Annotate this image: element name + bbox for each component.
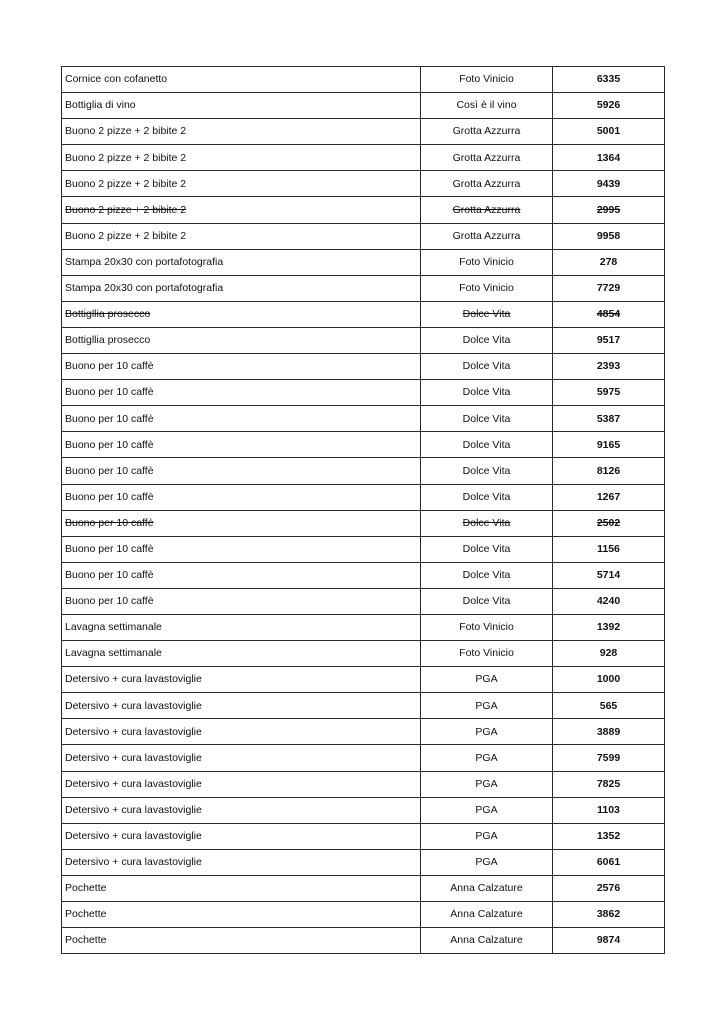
prize-item-cell — [62, 902, 421, 928]
prize-item-text: Detersivo + cura lavastoviglie — [65, 673, 202, 686]
table-row — [62, 823, 665, 849]
ticket-number-cell — [553, 171, 665, 197]
prize-item-cell — [62, 928, 421, 954]
ticket-number-text: 9439 — [596, 177, 621, 190]
prize-item-text: Lavagna settimanale — [65, 647, 162, 660]
ticket-number-text: 928 — [599, 647, 618, 660]
sponsor-cell — [421, 275, 553, 301]
sponsor-cell — [421, 823, 553, 849]
prize-item-text: Stampa 20x30 con portafotografia — [65, 282, 224, 295]
ticket-number-text: 1156 — [597, 542, 620, 555]
sponsor-cell — [421, 406, 553, 432]
sponsor-text: PGA — [475, 673, 498, 686]
prize-item-cell — [62, 823, 421, 849]
table-row — [62, 380, 665, 406]
prize-item-cell — [62, 536, 421, 562]
prize-item-cell — [62, 301, 421, 327]
prize-item-cell — [62, 484, 421, 510]
prize-item-text: Bottiglia di vino — [65, 99, 136, 112]
table-row — [62, 327, 665, 353]
sponsor-cell — [421, 380, 553, 406]
sponsor-cell — [421, 67, 553, 93]
prize-item-cell — [62, 667, 421, 693]
sponsor-text: Anna Calzature — [450, 882, 523, 895]
sponsor-text: Dolce Vita — [462, 490, 511, 503]
ticket-number-text: 2995 — [596, 203, 621, 216]
table-row — [62, 614, 665, 640]
sponsor-text: Dolce Vita — [462, 438, 511, 451]
sponsor-cell — [421, 119, 553, 145]
table-row — [62, 902, 665, 928]
ticket-number-cell — [553, 641, 665, 667]
sponsor-cell — [421, 249, 553, 275]
ticket-number-cell — [553, 875, 665, 901]
sponsor-cell — [421, 93, 553, 119]
ticket-number-cell — [553, 145, 665, 171]
ticket-number-text: 2576 — [596, 882, 621, 895]
prize-item-cell — [62, 771, 421, 797]
ticket-number-cell — [553, 249, 665, 275]
table-row — [62, 197, 665, 223]
prize-item-text: Buono per 10 caffè — [65, 569, 154, 582]
sponsor-cell — [421, 145, 553, 171]
ticket-number-text: 5714 — [596, 569, 621, 582]
ticket-number-text: 3862 — [596, 908, 621, 921]
sponsor-text: Dolce Vita — [462, 542, 511, 555]
prize-item-text: Pochette — [65, 934, 107, 947]
ticket-number-text: 9874 — [596, 934, 621, 947]
prize-item-text: Cornice con cofanetto — [65, 73, 168, 86]
table-row — [62, 354, 665, 380]
ticket-number-text: 9517 — [596, 334, 621, 347]
ticket-number-text: 278 — [599, 255, 618, 268]
ticket-number-cell — [553, 588, 665, 614]
prize-item-text: Buono per 10 caffè — [65, 516, 154, 529]
sponsor-cell — [421, 693, 553, 719]
prize-item-cell — [62, 93, 421, 119]
prize-item-text: Detersivo + cura lavastoviglie — [65, 830, 202, 843]
sponsor-cell — [421, 928, 553, 954]
prize-item-text: Detersivo + cura lavastoviglie — [65, 856, 202, 869]
ticket-number-text: 2502 — [596, 516, 621, 529]
ticket-number-cell — [553, 380, 665, 406]
sponsor-text: PGA — [475, 751, 498, 764]
sponsor-text: PGA — [475, 699, 498, 712]
ticket-number-text: 9958 — [596, 229, 621, 242]
sponsor-text: Dolce Vita — [462, 386, 511, 399]
ticket-number-text: 1392 — [596, 621, 621, 634]
prize-item-cell — [62, 562, 421, 588]
prize-item-cell — [62, 693, 421, 719]
prize-item-cell — [62, 614, 421, 640]
sponsor-text: Dolce Vita — [462, 516, 511, 529]
table-row — [62, 510, 665, 536]
ticket-number-cell — [553, 536, 665, 562]
sponsor-text: PGA — [475, 830, 498, 843]
sponsor-cell — [421, 327, 553, 353]
ticket-number-text: 6335 — [596, 73, 621, 86]
prize-item-cell — [62, 380, 421, 406]
table-row — [62, 797, 665, 823]
prize-item-cell — [62, 719, 421, 745]
table-row — [62, 536, 665, 562]
ticket-number-text: 2393 — [596, 360, 621, 373]
sponsor-text: Foto Vinicio — [459, 621, 514, 634]
sponsor-cell — [421, 745, 553, 771]
ticket-number-cell — [553, 771, 665, 797]
ticket-number-cell — [553, 745, 665, 771]
prize-item-cell — [62, 197, 421, 223]
prize-item-text: Bottigllia prosecco — [65, 308, 151, 321]
prize-item-text: Buono 2 pizze + 2 bibite 2 — [65, 151, 187, 164]
ticket-number-text: 1000 — [596, 673, 621, 686]
sponsor-text: Grotta Azzurra — [452, 151, 521, 164]
sponsor-cell — [421, 301, 553, 327]
ticket-number-cell — [553, 849, 665, 875]
table-row — [62, 275, 665, 301]
sponsor-cell — [421, 771, 553, 797]
ticket-number-text: 8126 — [596, 464, 621, 477]
prize-item-cell — [62, 641, 421, 667]
prize-item-cell — [62, 458, 421, 484]
sponsor-text: Anna Calzature — [450, 934, 523, 947]
ticket-number-cell — [553, 928, 665, 954]
prize-item-cell — [62, 432, 421, 458]
sponsor-text: Grotta Azzurra — [452, 203, 521, 216]
sponsor-cell — [421, 562, 553, 588]
table-row — [62, 432, 665, 458]
ticket-number-cell — [553, 93, 665, 119]
sponsor-cell — [421, 641, 553, 667]
prize-item-text: Buono 2 pizze + 2 bibite 2 — [65, 177, 187, 190]
prize-item-text: Bottigllia prosecco — [65, 334, 151, 347]
prize-item-text: Stampa 20x30 con portafotografia — [65, 255, 224, 268]
ticket-number-text: 565 — [599, 699, 618, 712]
sponsor-cell — [421, 875, 553, 901]
sponsor-cell — [421, 354, 553, 380]
table-row — [62, 223, 665, 249]
prize-item-cell — [62, 745, 421, 771]
table-row — [62, 458, 665, 484]
ticket-number-cell — [553, 510, 665, 536]
prize-item-text: Buono per 10 caffè — [65, 542, 154, 555]
sponsor-text: Foto Vinicio — [459, 73, 514, 86]
sponsor-text: Dolce Vita — [462, 595, 511, 608]
sponsor-text: Dolce Vita — [462, 464, 511, 477]
sponsor-text: Dolce Vita — [462, 412, 511, 425]
table-row — [62, 562, 665, 588]
table-row — [62, 484, 665, 510]
table-row — [62, 588, 665, 614]
prize-item-cell — [62, 145, 421, 171]
table-row — [62, 67, 665, 93]
prize-item-cell — [62, 119, 421, 145]
prize-item-cell — [62, 171, 421, 197]
sponsor-cell — [421, 667, 553, 693]
ticket-number-cell — [553, 275, 665, 301]
prize-item-text: Buono per 10 caffè — [65, 490, 154, 503]
prize-item-cell — [62, 275, 421, 301]
ticket-number-cell — [553, 458, 665, 484]
prize-item-cell — [62, 327, 421, 353]
table-row — [62, 875, 665, 901]
ticket-number-cell — [553, 67, 665, 93]
ticket-number-cell — [553, 327, 665, 353]
ticket-number-cell — [553, 432, 665, 458]
prize-item-cell — [62, 797, 421, 823]
ticket-number-cell — [553, 406, 665, 432]
sponsor-text: PGA — [475, 777, 498, 790]
sponsor-cell — [421, 588, 553, 614]
ticket-number-text: 1364 — [596, 151, 621, 164]
ticket-number-text: 5387 — [596, 412, 621, 425]
ticket-number-cell — [553, 823, 665, 849]
sponsor-text: Così è il vino — [456, 99, 517, 112]
ticket-number-cell — [553, 223, 665, 249]
prize-item-text: Buono per 10 caffè — [65, 464, 154, 477]
table-row — [62, 745, 665, 771]
sponsor-text: Dolce Vita — [462, 308, 511, 321]
prize-item-text: Buono 2 pizze + 2 bibite 2 — [65, 203, 187, 216]
prize-item-cell — [62, 588, 421, 614]
sponsor-text: PGA — [475, 803, 498, 816]
prize-item-cell — [62, 354, 421, 380]
ticket-number-text: 6061 — [596, 856, 621, 869]
sponsor-cell — [421, 510, 553, 536]
sponsor-cell — [421, 536, 553, 562]
prize-item-text: Buono per 10 caffè — [65, 360, 154, 373]
ticket-number-text: 7825 — [596, 777, 621, 790]
table-row — [62, 249, 665, 275]
prize-item-text: Buono per 10 caffè — [65, 412, 154, 425]
table-row — [62, 145, 665, 171]
table-row — [62, 406, 665, 432]
ticket-number-text: 9165 — [596, 438, 621, 451]
prize-item-text: Buono per 10 caffè — [65, 595, 154, 608]
ticket-number-cell — [553, 301, 665, 327]
sponsor-cell — [421, 484, 553, 510]
ticket-number-text: 5975 — [596, 386, 621, 399]
ticket-number-text: 3889 — [596, 725, 621, 738]
sponsor-text: PGA — [475, 725, 498, 738]
prize-table-body — [62, 67, 665, 954]
sponsor-text: PGA — [475, 856, 498, 869]
sponsor-text: Foto Vinicio — [459, 282, 514, 295]
prize-item-text: Buono per 10 caffè — [65, 386, 154, 399]
prize-item-cell — [62, 849, 421, 875]
ticket-number-cell — [553, 119, 665, 145]
sponsor-cell — [421, 197, 553, 223]
ticket-number-text: 1103 — [597, 803, 620, 816]
prize-item-cell — [62, 67, 421, 93]
prize-item-text: Buono 2 pizze + 2 bibite 2 — [65, 229, 187, 242]
prize-item-text: Detersivo + cura lavastoviglie — [65, 699, 202, 712]
prize-item-text: Detersivo + cura lavastoviglie — [65, 803, 202, 816]
ticket-number-text: 5926 — [596, 99, 621, 112]
prize-item-text: Detersivo + cura lavastoviglie — [65, 751, 202, 764]
prize-item-cell — [62, 510, 421, 536]
table-row — [62, 171, 665, 197]
ticket-number-cell — [553, 719, 665, 745]
table-row — [62, 928, 665, 954]
sponsor-text: Foto Vinicio — [459, 647, 514, 660]
sponsor-cell — [421, 719, 553, 745]
table-row — [62, 693, 665, 719]
ticket-number-text: 4854 — [596, 308, 621, 321]
sponsor-cell — [421, 902, 553, 928]
prize-item-cell — [62, 406, 421, 432]
ticket-number-cell — [553, 902, 665, 928]
prize-item-text: Pochette — [65, 882, 107, 895]
prize-item-text: Pochette — [65, 908, 107, 921]
prize-item-text: Detersivo + cura lavastoviglie — [65, 777, 202, 790]
ticket-number-cell — [553, 797, 665, 823]
prize-table — [61, 66, 665, 954]
prize-item-cell — [62, 249, 421, 275]
ticket-number-cell — [553, 562, 665, 588]
table-row — [62, 667, 665, 693]
ticket-number-text: 7599 — [596, 751, 621, 764]
prize-item-text: Buono per 10 caffè — [65, 438, 154, 451]
sponsor-text: Anna Calzature — [450, 908, 523, 921]
sponsor-text: Dolce Vita — [462, 334, 511, 347]
sponsor-cell — [421, 223, 553, 249]
sponsor-cell — [421, 614, 553, 640]
table-row — [62, 301, 665, 327]
table-row — [62, 93, 665, 119]
ticket-number-cell — [553, 484, 665, 510]
table-row — [62, 719, 665, 745]
ticket-number-text: 5001 — [596, 125, 621, 138]
sponsor-cell — [421, 458, 553, 484]
sponsor-text: Dolce Vita — [462, 569, 511, 582]
prize-item-cell — [62, 875, 421, 901]
ticket-number-cell — [553, 667, 665, 693]
sponsor-cell — [421, 432, 553, 458]
prize-item-text: Lavagna settimanale — [65, 621, 162, 634]
sponsor-cell — [421, 797, 553, 823]
table-row — [62, 119, 665, 145]
ticket-number-text: 1267 — [596, 490, 621, 503]
sponsor-text: Grotta Azzurra — [452, 125, 521, 138]
ticket-number-cell — [553, 354, 665, 380]
sponsor-text: Foto Vinicio — [459, 255, 514, 268]
sponsor-text: Grotta Azzurra — [452, 229, 521, 242]
ticket-number-text: 7729 — [596, 282, 621, 295]
prize-item-text: Buono 2 pizze + 2 bibite 2 — [65, 125, 187, 138]
table-row — [62, 771, 665, 797]
ticket-number-text: 4240 — [596, 595, 621, 608]
sponsor-text: Grotta Azzurra — [452, 177, 521, 190]
ticket-number-cell — [553, 197, 665, 223]
sponsor-cell — [421, 849, 553, 875]
prize-item-text: Detersivo + cura lavastoviglie — [65, 725, 202, 738]
ticket-number-cell — [553, 693, 665, 719]
table-row — [62, 641, 665, 667]
ticket-number-cell — [553, 614, 665, 640]
ticket-number-text: 1352 — [596, 830, 621, 843]
sponsor-text: Dolce Vita — [462, 360, 511, 373]
prize-item-cell — [62, 223, 421, 249]
table-row — [62, 849, 665, 875]
sponsor-cell — [421, 171, 553, 197]
